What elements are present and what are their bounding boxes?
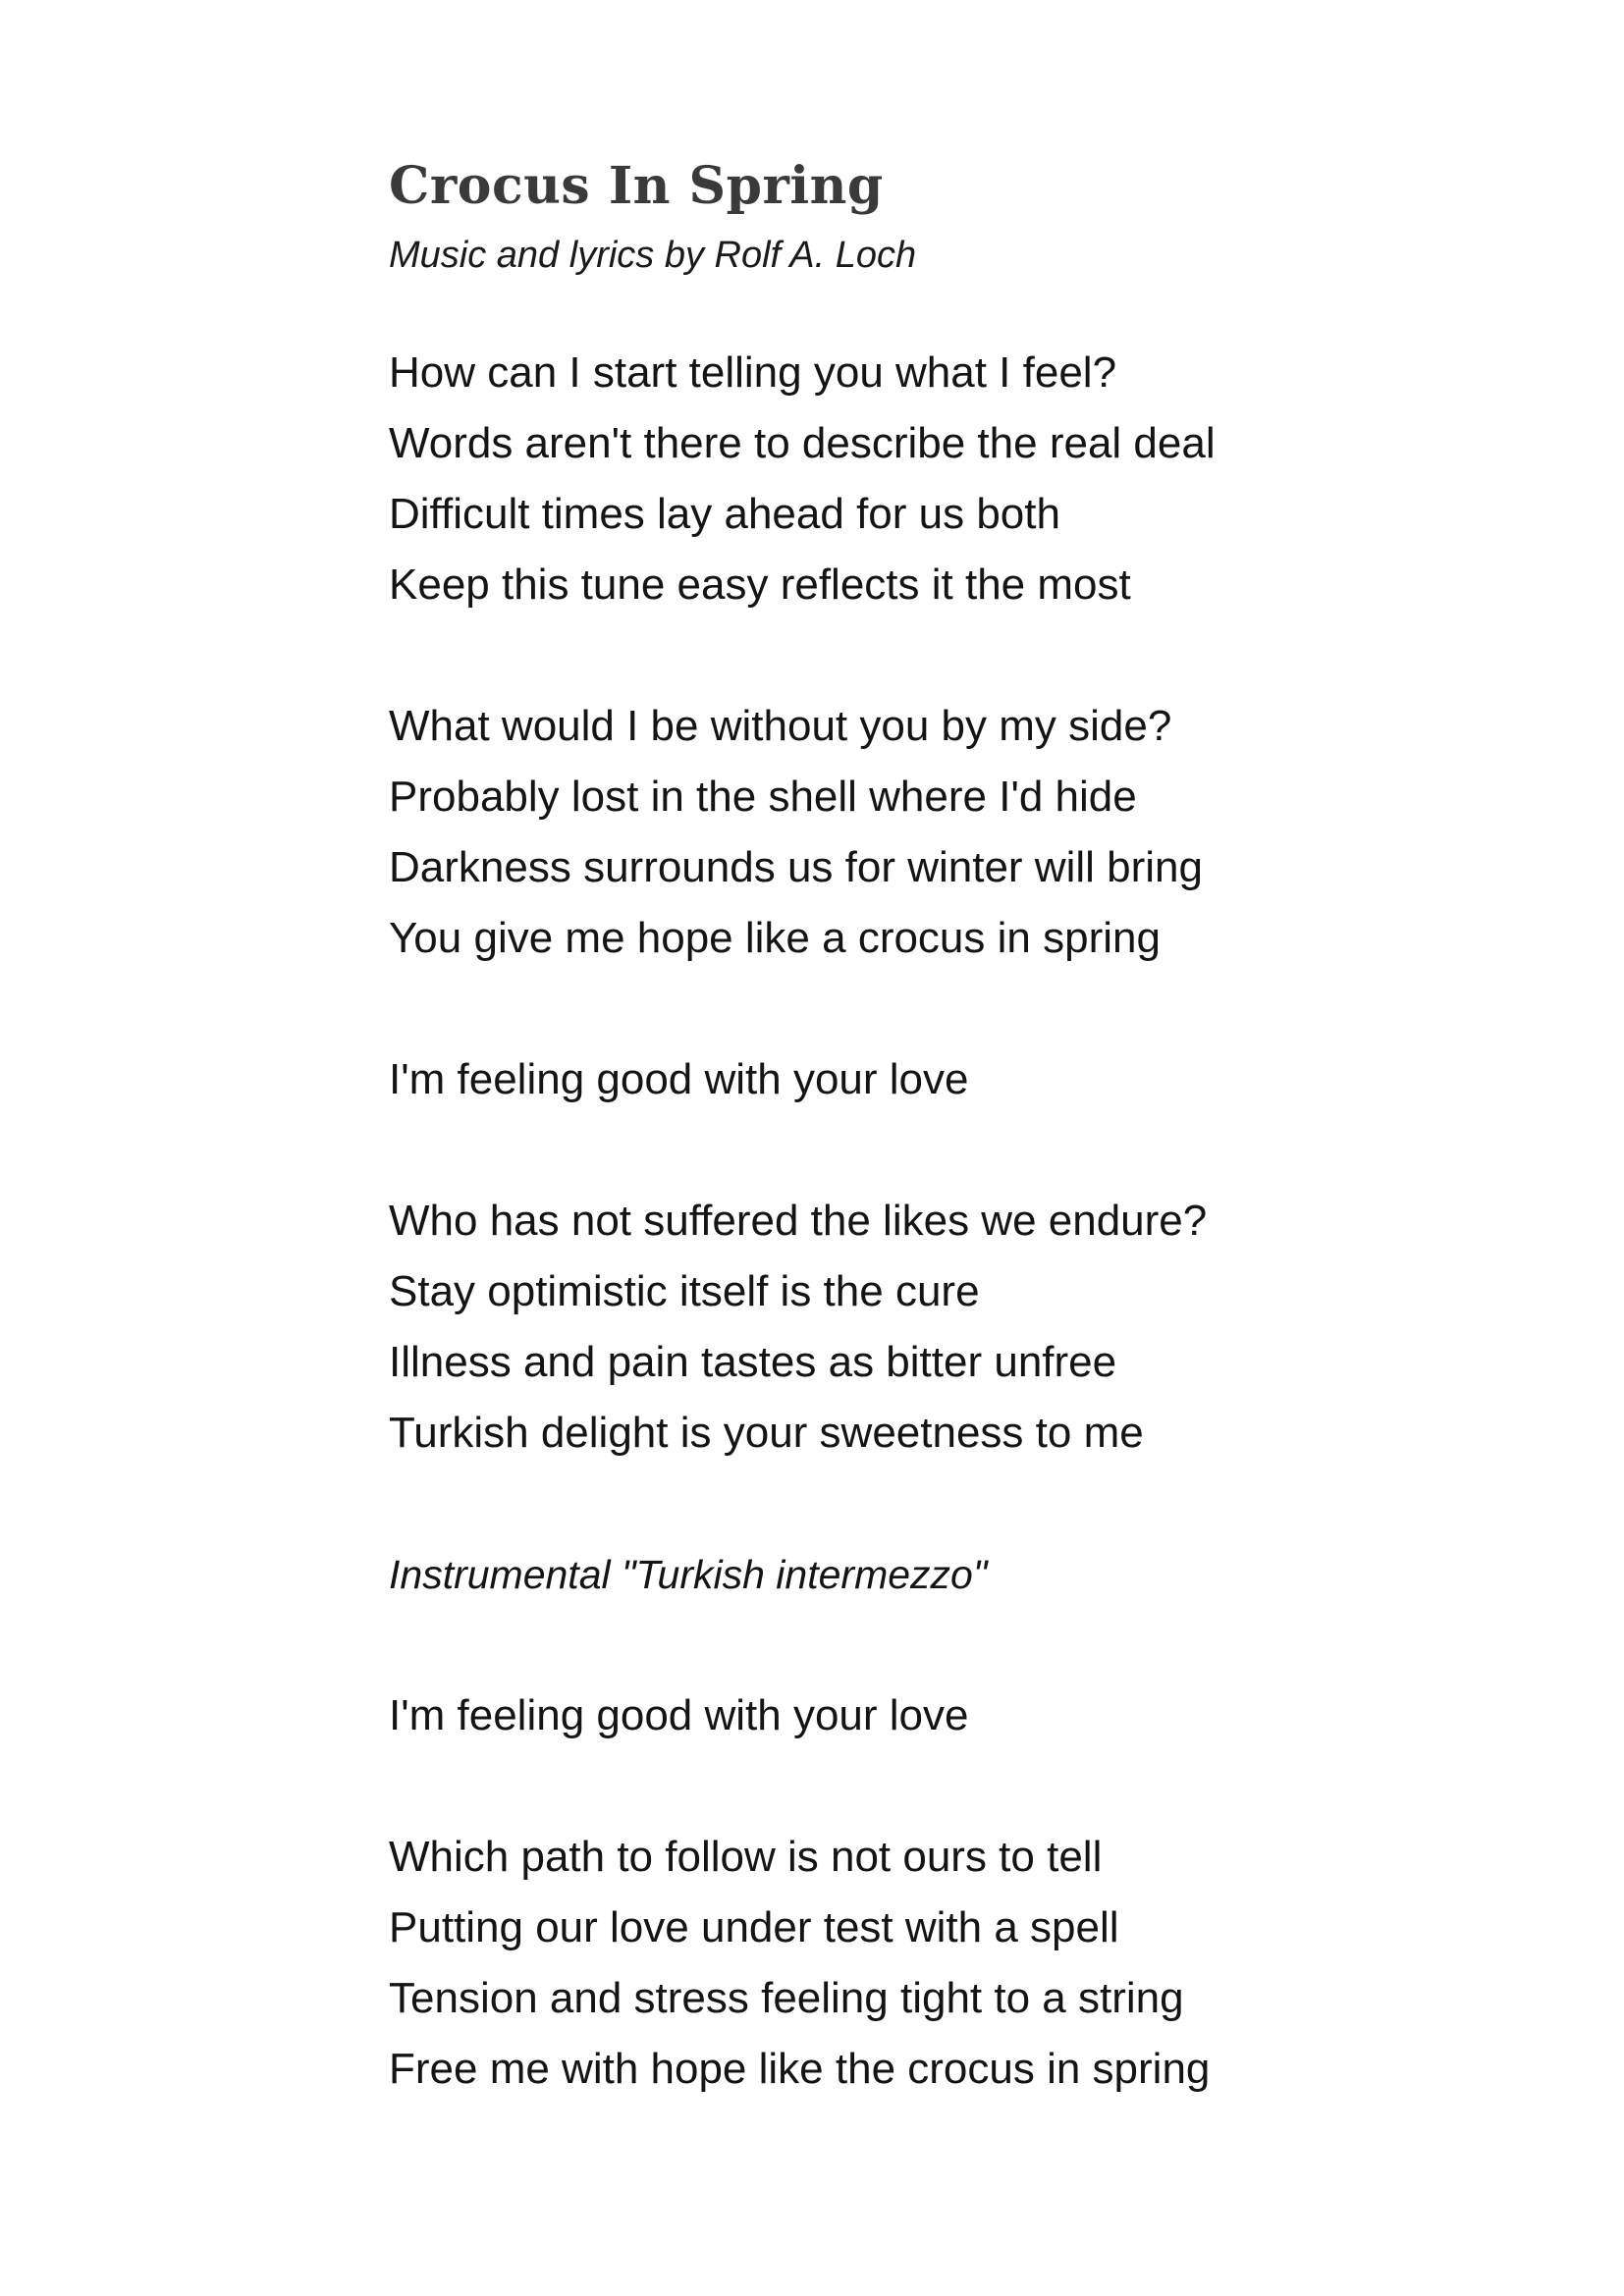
song-credits: Music and lyrics by Rolf A. Loch bbox=[389, 235, 917, 276]
stanza-break bbox=[389, 620, 1547, 691]
lyric-line: Illness and pain tastes as bitter unfree bbox=[389, 1338, 1117, 1386]
lyric-line: How can I start telling you what I feel? bbox=[389, 348, 1117, 397]
lyric-line: Turkish delight is your sweetness to me bbox=[389, 1409, 1144, 1457]
song-title: Crocus In Spring bbox=[389, 156, 884, 216]
instrumental-section bbox=[389, 1539, 1547, 1610]
lyric-line: Free me with hope like the crocus in spring bbox=[389, 2045, 1211, 2093]
lyric-line: Darkness surrounds us for winter will bring bbox=[389, 843, 1203, 891]
stanza-break bbox=[389, 1751, 1547, 1822]
stanza-break bbox=[389, 1468, 1547, 1539]
verse-1 bbox=[389, 338, 1547, 620]
lyric-line: Putting our love under test with a spell bbox=[389, 1903, 1119, 1951]
chorus-2 bbox=[389, 1681, 1547, 1751]
instrumental-note: Instrumental "Turkish intermezzo" bbox=[389, 1552, 988, 1597]
lyric-line: Probably lost in the shell where I'd hide bbox=[389, 773, 1137, 821]
lyric-line: Words aren't there to describe the real deal bbox=[389, 419, 1216, 467]
stanza-break bbox=[389, 1610, 1547, 1681]
lyric-line: Tension and stress feeling tight to a string bbox=[389, 1974, 1184, 2022]
chorus-1 bbox=[389, 1044, 1547, 1115]
lyric-line: Difficult times lay ahead for us both bbox=[389, 490, 1060, 538]
stanza-break bbox=[389, 974, 1547, 1044]
lyric-line: Keep this tune easy reflects it the most bbox=[389, 561, 1131, 609]
verse-4 bbox=[389, 1822, 1547, 2105]
verse-2 bbox=[389, 691, 1547, 974]
lyric-line: Who has not suffered the likes we endure? bbox=[389, 1197, 1208, 1245]
lyric-line: I'm feeling good with your love bbox=[389, 1691, 969, 1739]
verse-3 bbox=[389, 1186, 1547, 1468]
lyrics-sheet bbox=[389, 147, 1547, 2105]
lyric-line: Which path to follow is not ours to tell bbox=[389, 1833, 1103, 1881]
lyric-line: I'm feeling good with your love bbox=[389, 1055, 969, 1103]
lyric-line: Stay optimistic itself is the cure bbox=[389, 1267, 980, 1315]
lyric-line: You give me hope like a crocus in spring bbox=[389, 914, 1161, 962]
stanza-break bbox=[389, 1115, 1547, 1186]
lyric-line: What would I be without you by my side? bbox=[389, 702, 1172, 750]
